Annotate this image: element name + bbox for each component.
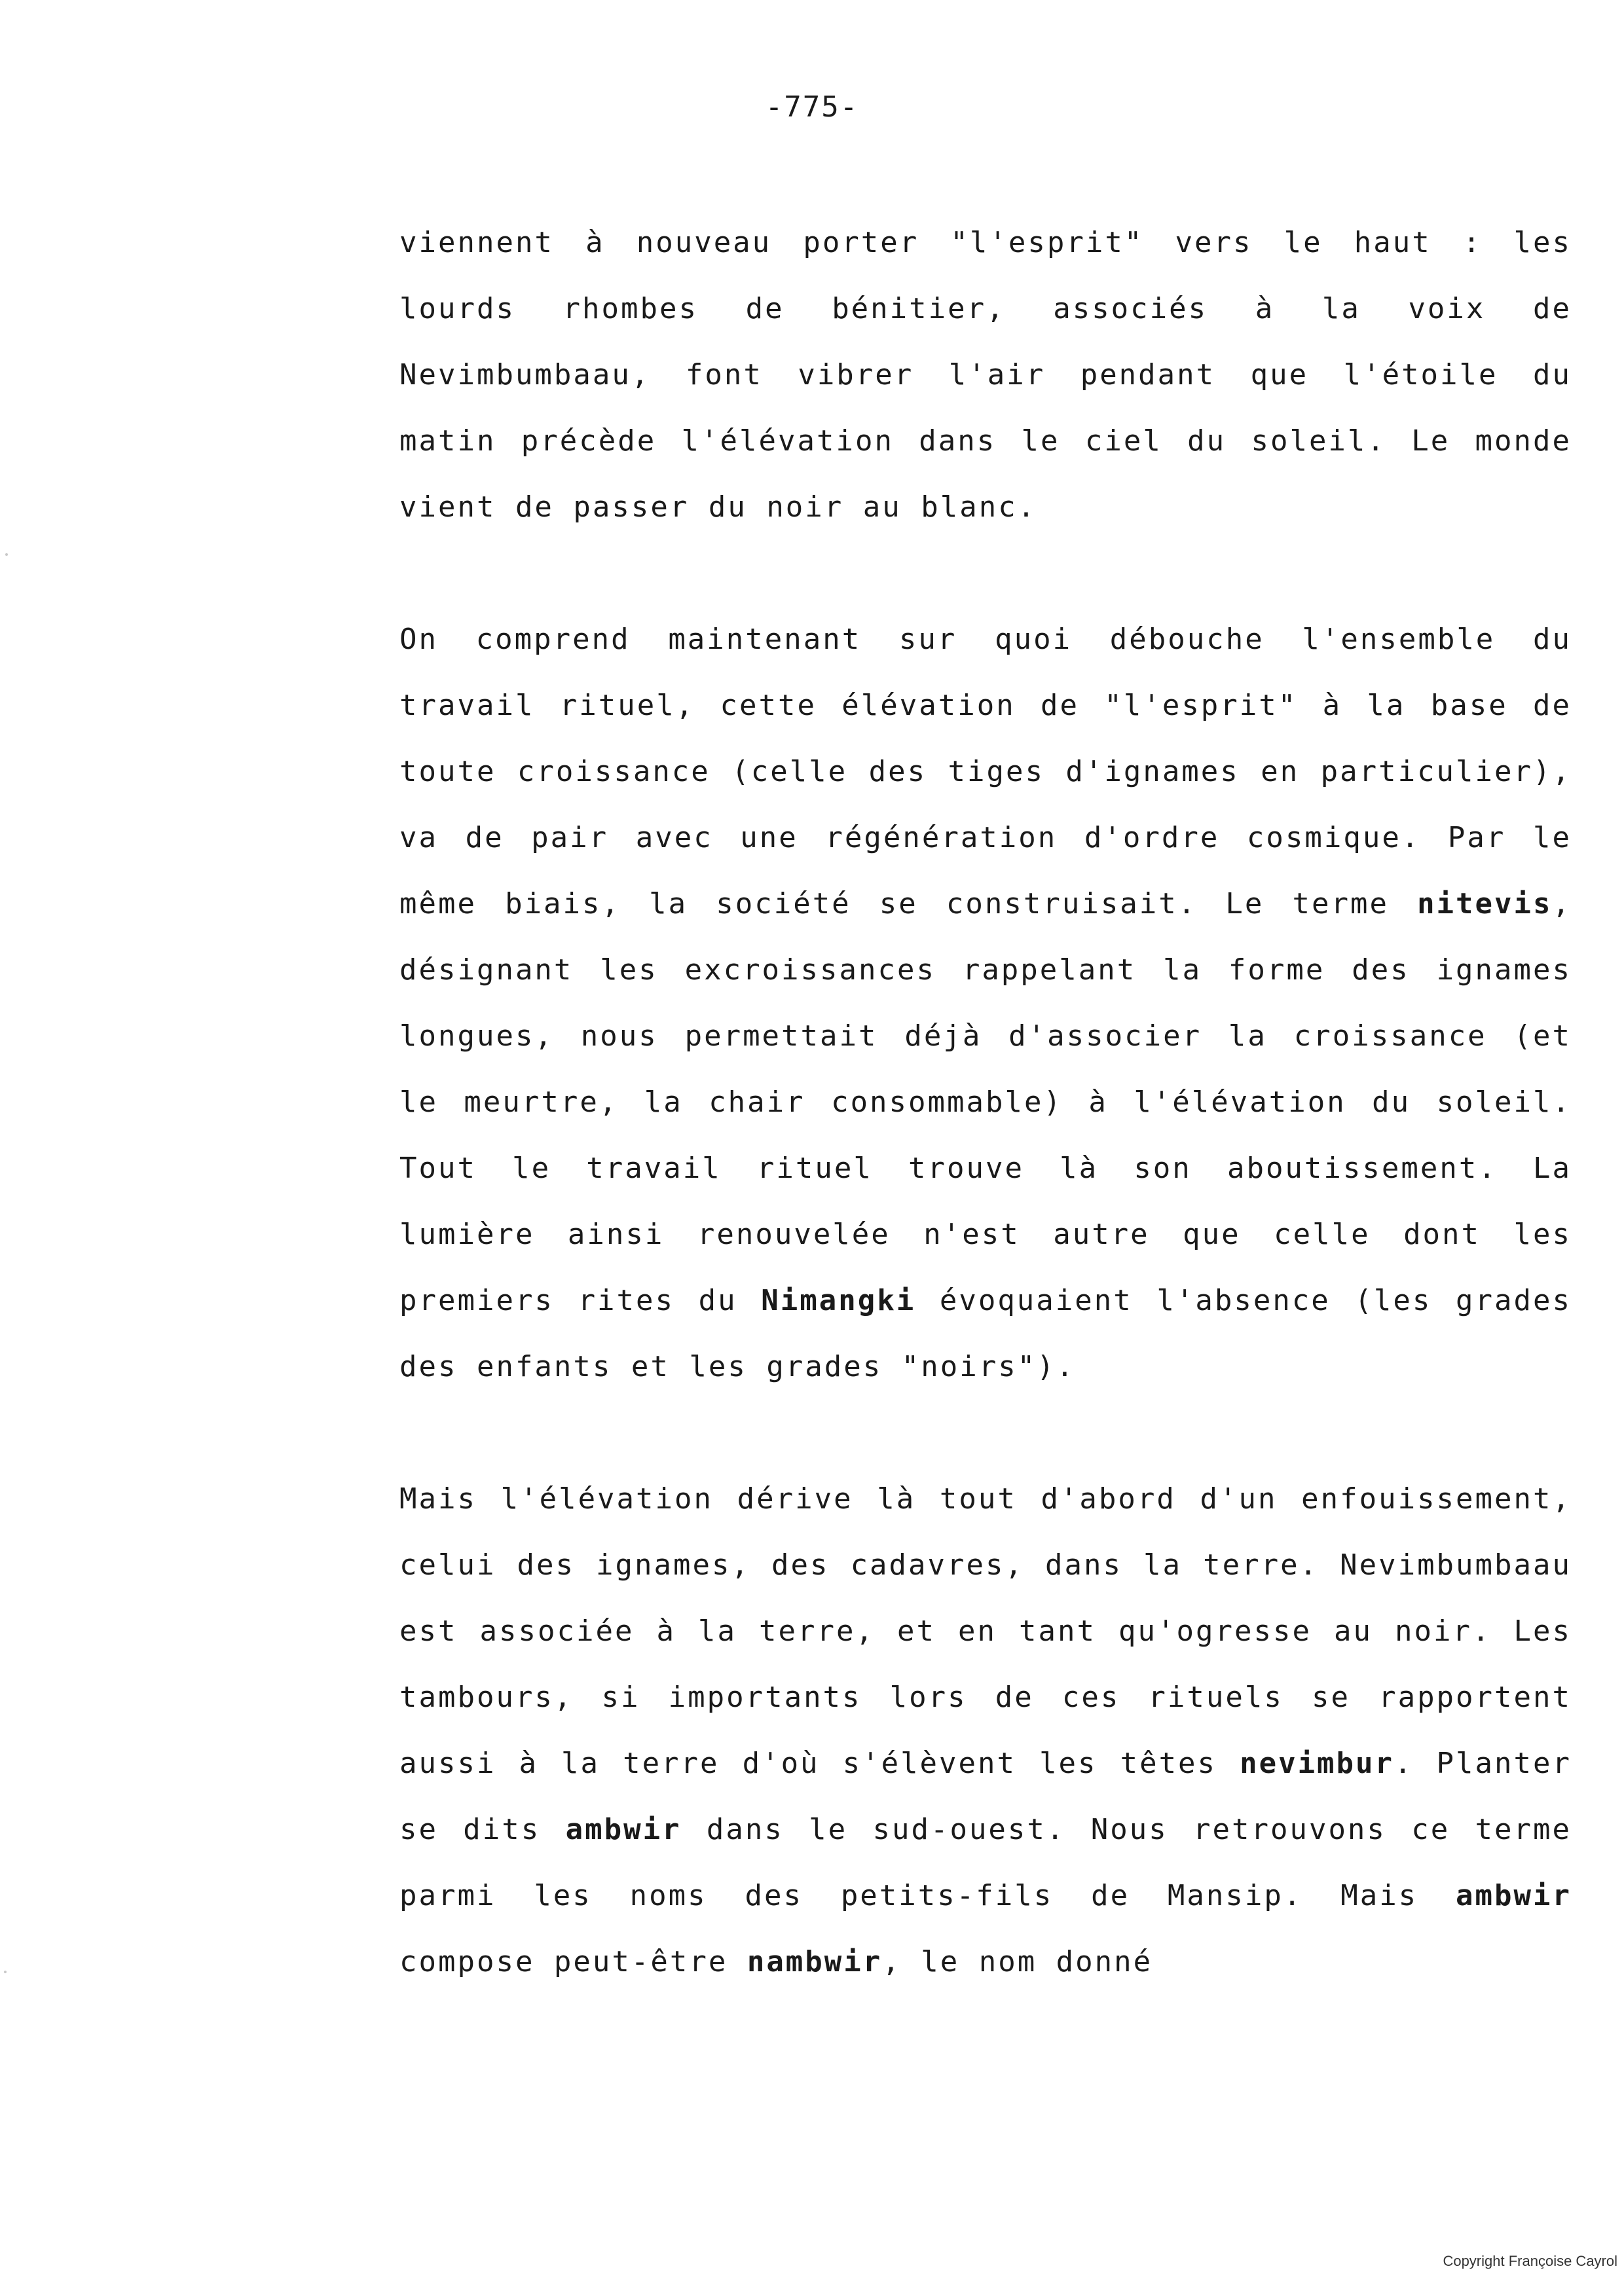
text-segment: évoquaient l'absence (les grades des enfants et les grades "noirs").	[399, 1284, 1572, 1383]
text-segment: , désignant les excroissances rappelant la forme des ignames longues, nous permettait déjà d'associer la croissance (et le meurtre, la chair consommable) à l'élévation du soleil. Tout le travail rituel trouve là son aboutissement. La lumière ainsi renouvelée n'est autre que celle dont les premiers rites du	[399, 887, 1572, 1317]
paragraph-3	[399, 1466, 1572, 1995]
text-segment: On comprend maintenant sur quoi débouche l'ensemble du travail rituel, cette élévation de "l'esprit" à la base de toute croissance (celle des tiges d'ignames en particulier), va de pair avec une régénération d'ordre cosmique. Par le même biais, la société se construisait. Le terme	[399, 623, 1572, 920]
bold-term-ambwir: ambwir	[1456, 1879, 1572, 1912]
bold-term-ambwir: ambwir	[565, 1813, 682, 1846]
text-segment: , le nom donné	[882, 1945, 1153, 1978]
text-segment: viennent à nouveau porter "l'esprit" vers le haut : les lourds rhombes de bénitier, associés à la voix de Nevimbumbaau, font vibrer l'air pendant que l'étoile du matin précède l'élévation dans le ciel du soleil. Le monde vient de passer du noir au blanc.	[399, 226, 1572, 524]
scan-speck	[5, 553, 8, 556]
text-segment: compose peut-être	[399, 1945, 747, 1978]
paragraph-1	[399, 210, 1572, 540]
scan-speck	[4, 1971, 7, 1973]
paragraph-2	[399, 606, 1572, 1400]
bold-term-nimangki: Nimangki	[761, 1284, 916, 1317]
bold-term-nevimbur: nevimbur	[1240, 1747, 1395, 1780]
copyright-notice: Copyright Françoise Cayrol	[1443, 2253, 1617, 2269]
page-number: -775-	[765, 90, 859, 124]
text-segment: . Planter se dits	[399, 1747, 1572, 1846]
bold-term-nitevis: nitevis	[1417, 887, 1553, 920]
text-segment: dans le sud-ouest. Nous retrouvons ce terme parmi les noms des petits-fils de Mansip. Mais	[399, 1813, 1572, 1912]
text-segment: Mais l'élévation dérive là tout d'abord d'un enfouissement, celui des ignames, des cadavres, dans la terre. Nevimbumbaau est associée à la terre, et en tant qu'ogresse au noir. Les tambours, si importants lors de ces rituels se rapportent aussi à la terre d'où s'élèvent les têtes	[399, 1482, 1572, 1780]
bold-term-nambwir: nambwir	[747, 1945, 883, 1978]
document-body	[399, 210, 1572, 1995]
